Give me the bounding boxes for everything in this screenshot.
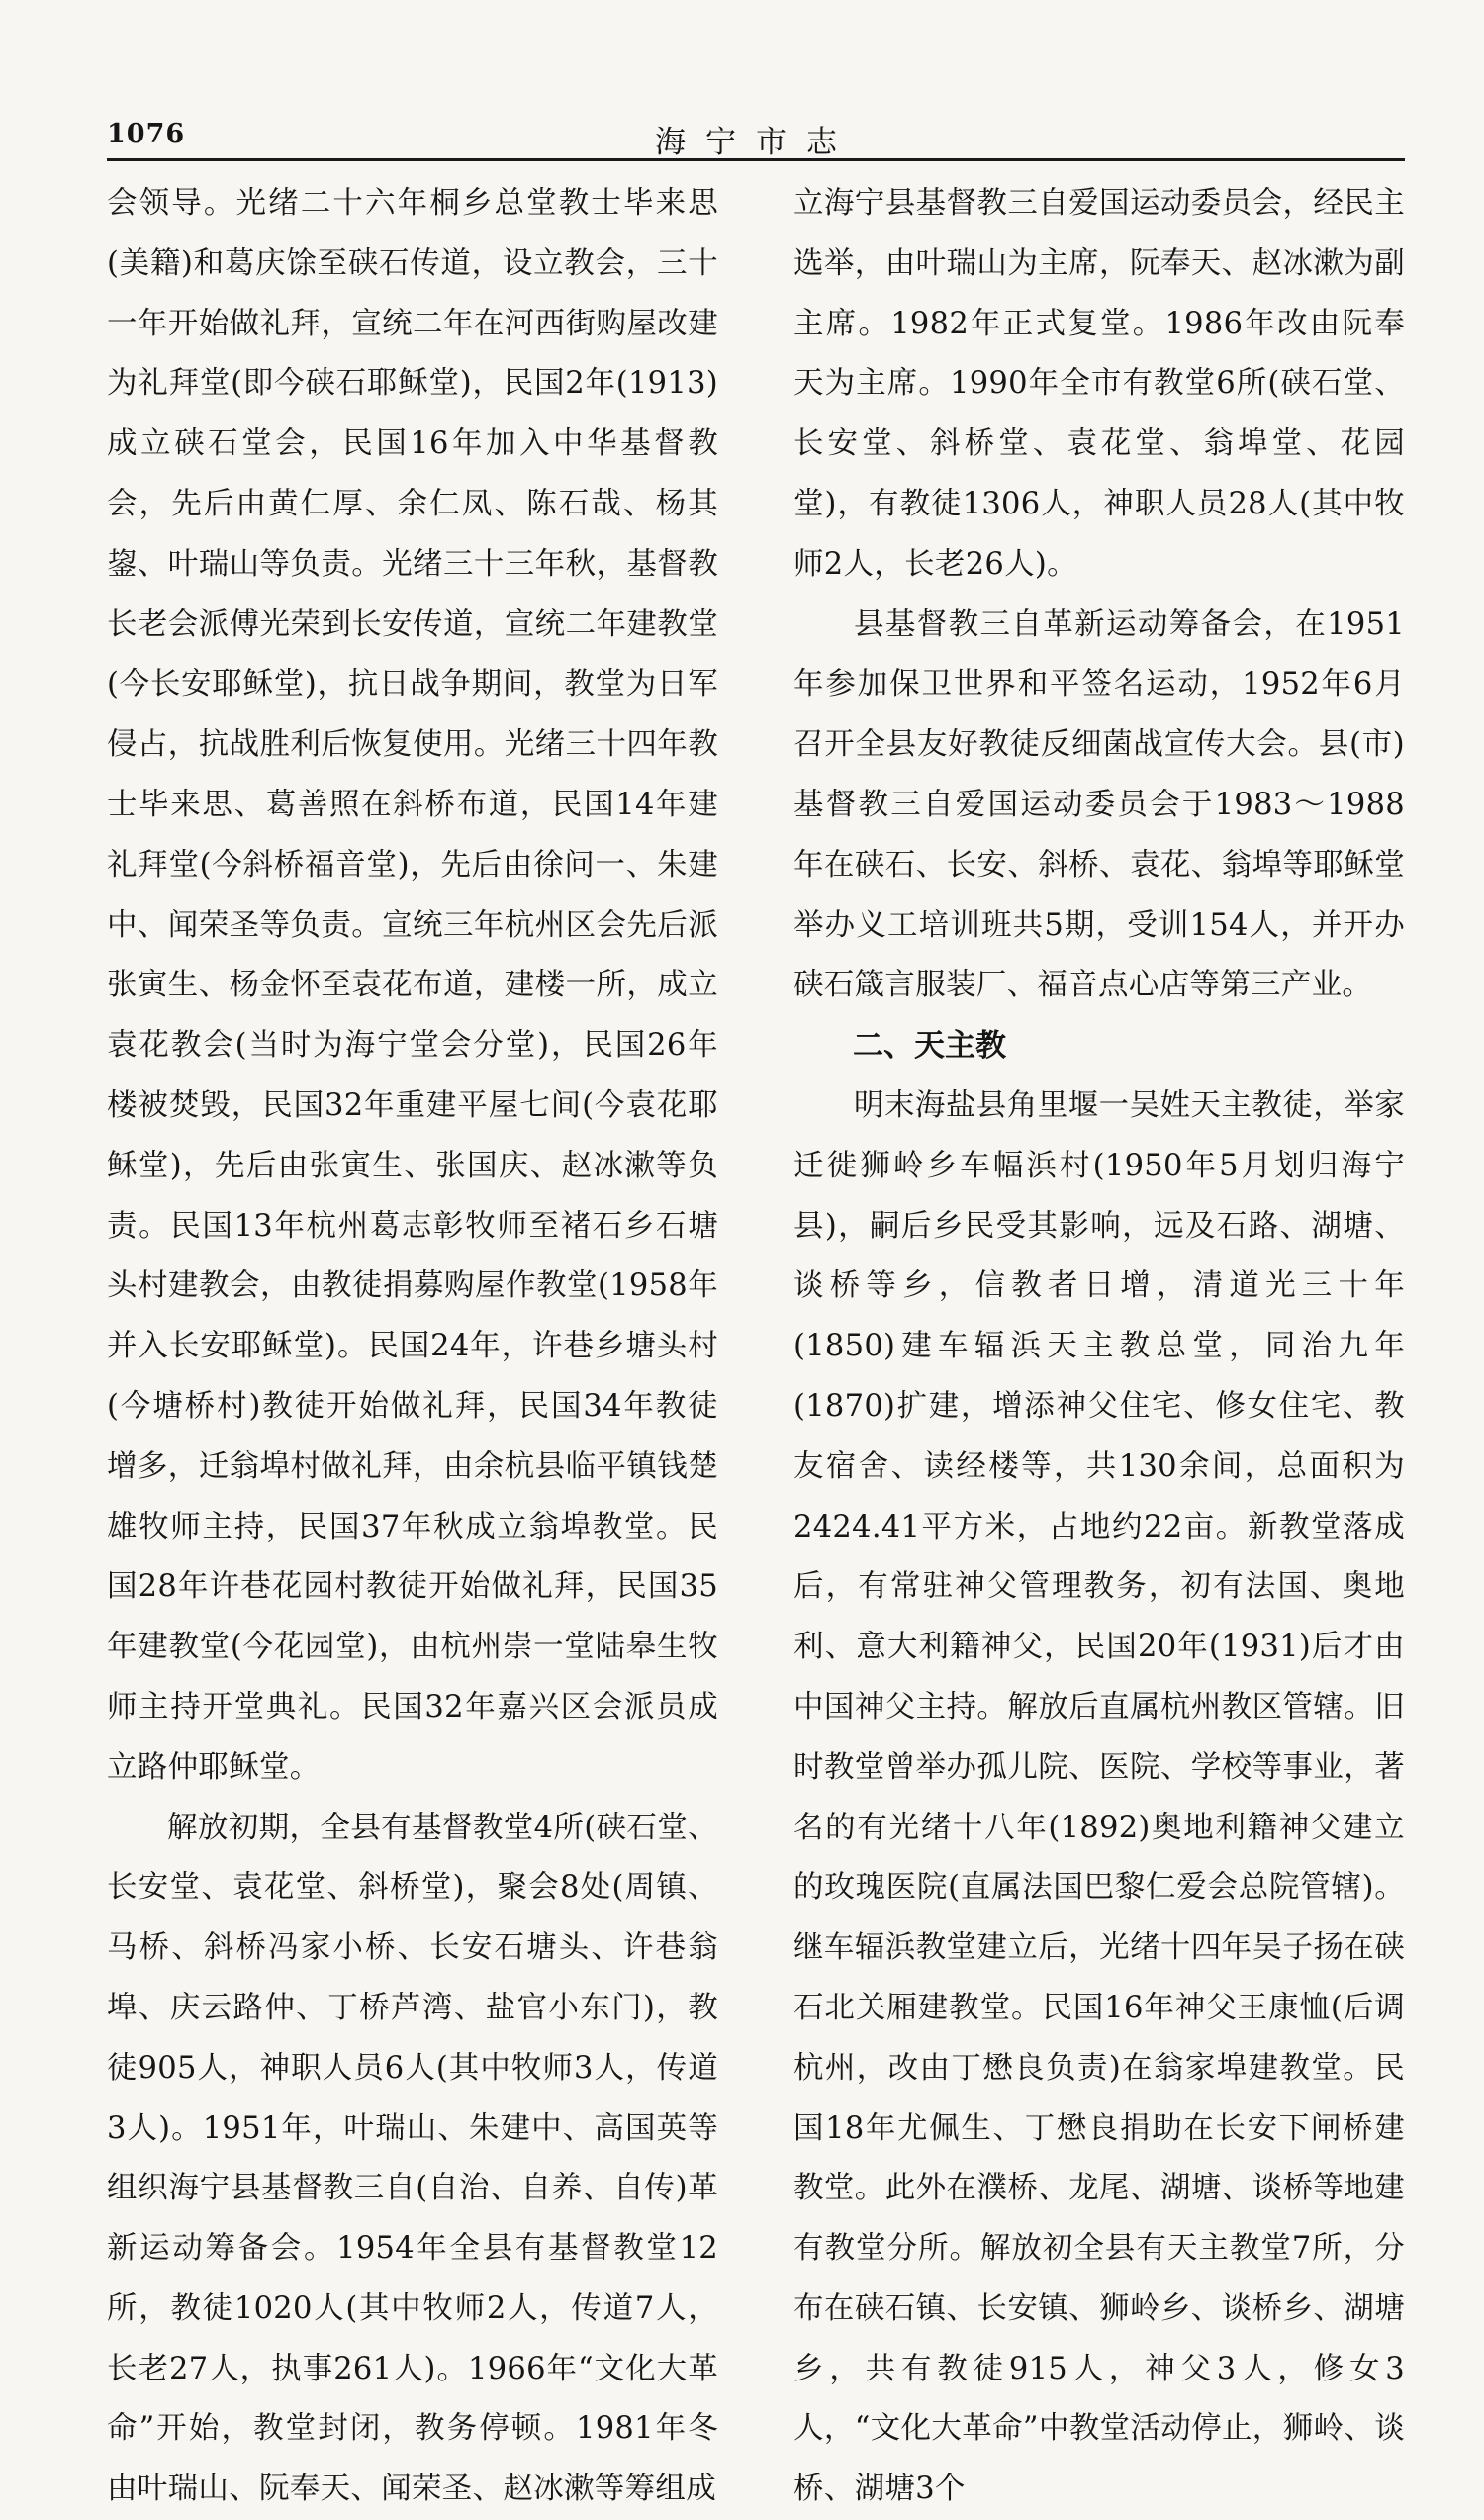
paragraph: 县基督教三自革新运动筹备会，在1951年参加保卫世界和平签名运动，1952年6月召开全县友好教徒反细菌战宣传大会。县(市)基督教三自爱国运动委员会于1983～1988年在硖石、长安、斜桥、袁花、翁埠等耶稣堂举办义工培训班共5期，受训154人，并开办硖石箴言服装厂、福音点心店等第三产业。 xyxy=(793,607,1405,1003)
paragraph: 会领导。光绪二十六年桐乡总堂教士毕来思(美籍)和葛庆馀至硖石传道，设立教会，三十一年开始做礼拜，宣统二年在河西街购屋改建为礼拜堂(即今硖石耶稣堂)，民国2年(1913)成立硖石堂会，民国16年加入中华基督教会，先后由黄仁厚、余仁凤、陈石哉、杨其鋆、叶瑞山等负责。光绪三十三年秋，基督教长老会派傅光荣到长安传道，宣统二年建教堂(今长安耶稣堂)，抗日战争期间，教堂为日军侵占，抗战胜利后恢复使用。光绪三十四年教士毕来思、葛善照在斜桥布道，民国14年建礼拜堂(今斜桥福音堂)，先后由徐问一、朱建中、闻荣圣等负责。宣统三年杭州区会先后派张寅生、杨金怀至袁花布道，建楼一所，成立袁花教会(当时为海宁堂会分堂)，民国26年楼被焚毁，民国32年重建平屋七间(今袁花耶稣堂)，先后由张寅生、张国庆、赵冰漱等负责。民国13年杭州葛志彰牧师至褚石乡石塘头村建教会，由教徒捐募购屋作教堂(1958年并入长安耶稣堂)。民国24年，许巷乡塘头村(今塘桥村)教徒开始做礼拜，民国34年教徒增多，迁翁埠村做礼拜，由余杭县临平镇钱楚雄牧师主持，民国37年秋成立翁埠教堂。民国28年许巷花园村教徒开始做礼拜，民国35年建教堂(今花园堂)，由杭州崇一堂陆皋生牧师主持开堂典礼。民国32年嘉兴区会派员成立路仲耶稣堂。 xyxy=(107,186,718,1785)
left-column xyxy=(107,174,718,2507)
paragraph: 明末海盐县角里堰一吴姓天主教徒，举家迁徙狮岭乡车幅浜村(1950年5月划归海宁县)，嗣后乡民受其影响，远及石路、湖塘、谈桥等乡，信教者日增，清道光三十年(1850)建车辐浜天主教总堂，同治九年(1870)扩建，增添神父住宅、修女住宅、教友宿舍、读经楼等，共130余间，总面积为2424.41平方米，占地约22亩。新教堂落成后，有常驻神父管理教务，初有法国、奥地利、意大利籍神父，民国20年(1931)后才由中国神父主持。解放后直属杭州教区管辖。旧时教堂曾举办孤儿院、医院、学校等事业，著名的有光绪十八年(1892)奥地利籍神父建立的玫瑰医院(直属法国巴黎仁爱会总院管辖)。继车辐浜教堂建立后，光绪十四年吴子扬在硖石北关厢建教堂。民国16年神父王康恤(后调杭州，改由丁懋良负责)在翁家埠建教堂。民国18年尤佩生、丁懋良捐助在长安下闸桥建教堂。此外在濮桥、龙尾、湖塘、谈桥等地建有教堂分所。解放初全县有天主教堂7所，分布在硖石镇、长安镇、狮岭乡、谈桥乡、湖塘乡，共有教徒915人，神父3人，修女3人，“文化大革命”中教堂活动停止，狮岭、谈桥、湖塘3个 xyxy=(793,1087,1405,2507)
section-heading: 二、天主教 xyxy=(853,1028,1006,1065)
right-column xyxy=(793,174,1405,2507)
running-title: 海宁市志 xyxy=(655,125,857,160)
page-number: 1076 xyxy=(107,119,186,149)
page-header xyxy=(107,117,1405,162)
paragraph: 立海宁县基督教三自爱国运动委员会，经民主选举，由叶瑞山为主席，阮奉天、赵冰漱为副主席。1982年正式复堂。1986年改由阮奉天为主席。1990年全市有教堂6所(硖石堂、长安堂、斜桥堂、袁花堂、翁埠堂、花园堂)，有教徒1306人，神职人员28人(其中牧师2人，长老26人)。 xyxy=(793,186,1405,582)
header-rule xyxy=(107,158,1405,161)
paragraph: 解放初期，全县有基督教堂4所(硖石堂、长安堂、袁花堂、斜桥堂)，聚会8处(周镇、马桥、斜桥冯家小桥、长安石塘头、许巷翁埠、庆云路仲、丁桥芦湾、盐官小东门)，教徒905人，神职人员6人(其中牧师3人，传道3人)。1951年，叶瑞山、朱建中、高国英等组织海宁县基督教三自(自治、自养、自传)革新运动筹备会。1954年全县有基督教堂12所，教徒1020人(其中牧师2人，传道7人，长老27人，执事261人)。1966年“文化大革命”开始，教堂封闭，教务停顿。1981年冬由叶瑞山、阮奉天、闻荣圣、赵冰漱等筹组成 xyxy=(107,1810,718,2507)
